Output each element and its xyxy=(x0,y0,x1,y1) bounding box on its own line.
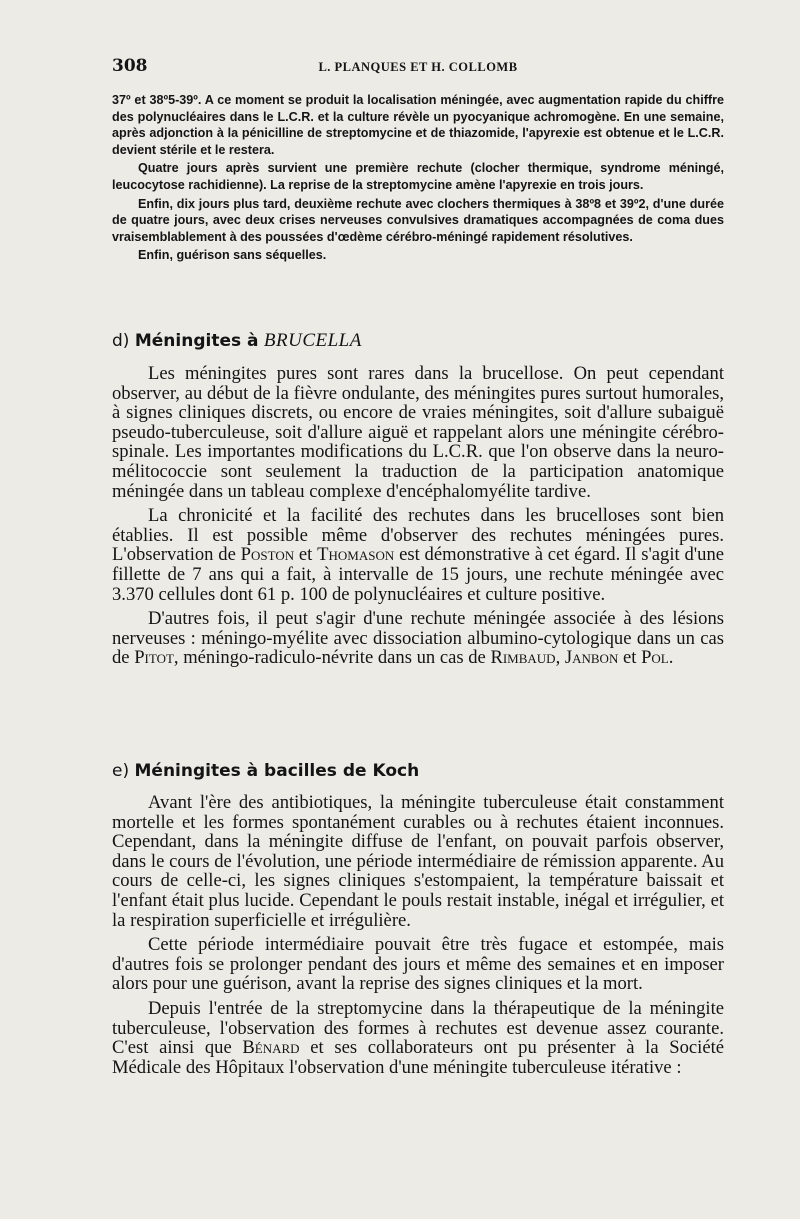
section-e-body xyxy=(112,793,724,1077)
section-heading-d xyxy=(112,330,362,352)
section-title-italic: BRUCELLA xyxy=(263,330,362,351)
page-header xyxy=(112,56,724,80)
running-head: L. PLANQUES ET H. COLLOMB xyxy=(318,60,518,74)
case-report-text xyxy=(112,92,724,264)
section-heading-e xyxy=(112,761,419,781)
paragraph: Depuis l'entrée de la streptomycine dans la thérapeutique de la méningite tuberculeuse, l'observation des formes à rechutes est devenue assez courante. C'est ainsi que Bénard et ses collaborateurs ont pu présenter à la Société Médicale des Hôpitaux l'observation d'une méningite tuberculeuse itérative : xyxy=(112,997,724,1078)
paragraph: La chronicité et la facilité des rechutes dans les brucelloses sont bien établies. Il est possible même d'observer des rechutes méningées pures. L'observation de Poston et Thomason est démonstrative à cet égard. Il s'agit d'une fillette de 7 ans qui a fait, à intervalle de 15 jours, une rechute méningée avec 3.370 cellules dont 61 p. 100 de polynucléaires et culture positive. xyxy=(112,505,724,605)
author-name: Janbon xyxy=(564,647,619,669)
paragraph: Cette période intermédiaire pouvait être très fugace et estompée, mais d'autres fois se prolonger pendant des jours et même des semaines et en imposer alors pour une guérison, avant la reprise des signes cliniques et la mort. xyxy=(112,934,724,995)
case-paragraph-2: Quatre jours après survient une première rechute (clocher thermique, syndrome méningé, leucocytose rachidienne). La reprise de la streptomycine amène l'apyrexie en trois jours. xyxy=(112,161,724,192)
author-name: Pol xyxy=(641,647,669,669)
author-name: Poston xyxy=(240,544,295,566)
page-number: 308 xyxy=(112,56,148,76)
case-paragraph-3: Enfin, dix jours plus tard, deuxième rechute avec clochers thermiques à 38º8 et 39º2, d'une durée de quatre jours, avec deux crises nerveuses convulsives dramatiques accompagnées de coma dues vraisemblablement à des poussées d'œdème cérébro-méningé rapidement résolutives. xyxy=(112,196,724,244)
case-paragraph-4: Enfin, guérison sans séquelles. xyxy=(138,248,327,263)
paragraph: Les méningites pures sont rares dans la brucellose. On peut cependant observer, au début de la fièvre ondulante, des méningites pures surtout humorales, à signes cliniques discrets, ou encore de vraies méningites, soit d'allure subaiguë pseudo-tuberculeuse, soit d'allure aiguë et rappelant alors une méningite cérébro-spinale. Les importantes modifications du L.C.R. que l'on observe dans la neuro-mélitococcie sont seulement la traduction de la participation anatomique méningée dans un tableau complexe d'encéphalomyélite tardive. xyxy=(112,363,724,502)
author-name: Thomason xyxy=(317,544,395,566)
case-paragraph-1: 37º et 38º5-39º. A ce moment se produit la localisation méningée, avec augmentation rapide du chiffre des polynucléaires dans le L.C.R. et la culture révèle un pyocyanique achromogène. En une semaine, après adjonction à la pénicilline de streptomycine et de thiazomide, l'apyrexie est obtenue et le L.C.R. devient stérile et le restera. xyxy=(112,93,724,157)
section-title: Méningites à xyxy=(134,331,259,351)
section-d-body xyxy=(112,364,724,668)
section-title: Méningites à bacilles de Koch xyxy=(134,761,420,781)
author-name: Bénard xyxy=(242,1037,300,1059)
section-letter: e) xyxy=(112,761,130,781)
author-name: Rimbaud xyxy=(490,647,556,669)
section-letter: d) xyxy=(112,331,130,351)
author-name: Pitot xyxy=(134,647,174,669)
paragraph: D'autres fois, il peut s'agir d'une rechute méningée associée à des lésions nerveuses : méningo-myélite avec dissociation albumino-cytologique dans un cas de Pitot, méningo-radiculo-névrite dans un cas de Rimbaud, Janbon et Pol. xyxy=(112,608,724,669)
paragraph: Avant l'ère des antibiotiques, la méningite tuberculeuse était constamment mortelle et les formes spontanément curables ou à rechutes étaient inconnues. Cependant, dans la méningite diffuse de l'enfant, on pouvait parfois observer, dans le cours de l'évolution, une période intermédiaire de rémission apparente. Au cours de celle-ci, les signes cliniques s'estompaient, la température baissait et l'enfant était plus lucide. Cependant le pouls restait instable, inégal et irrégulier, et la respiration superficielle et irrégulière. xyxy=(112,792,724,931)
